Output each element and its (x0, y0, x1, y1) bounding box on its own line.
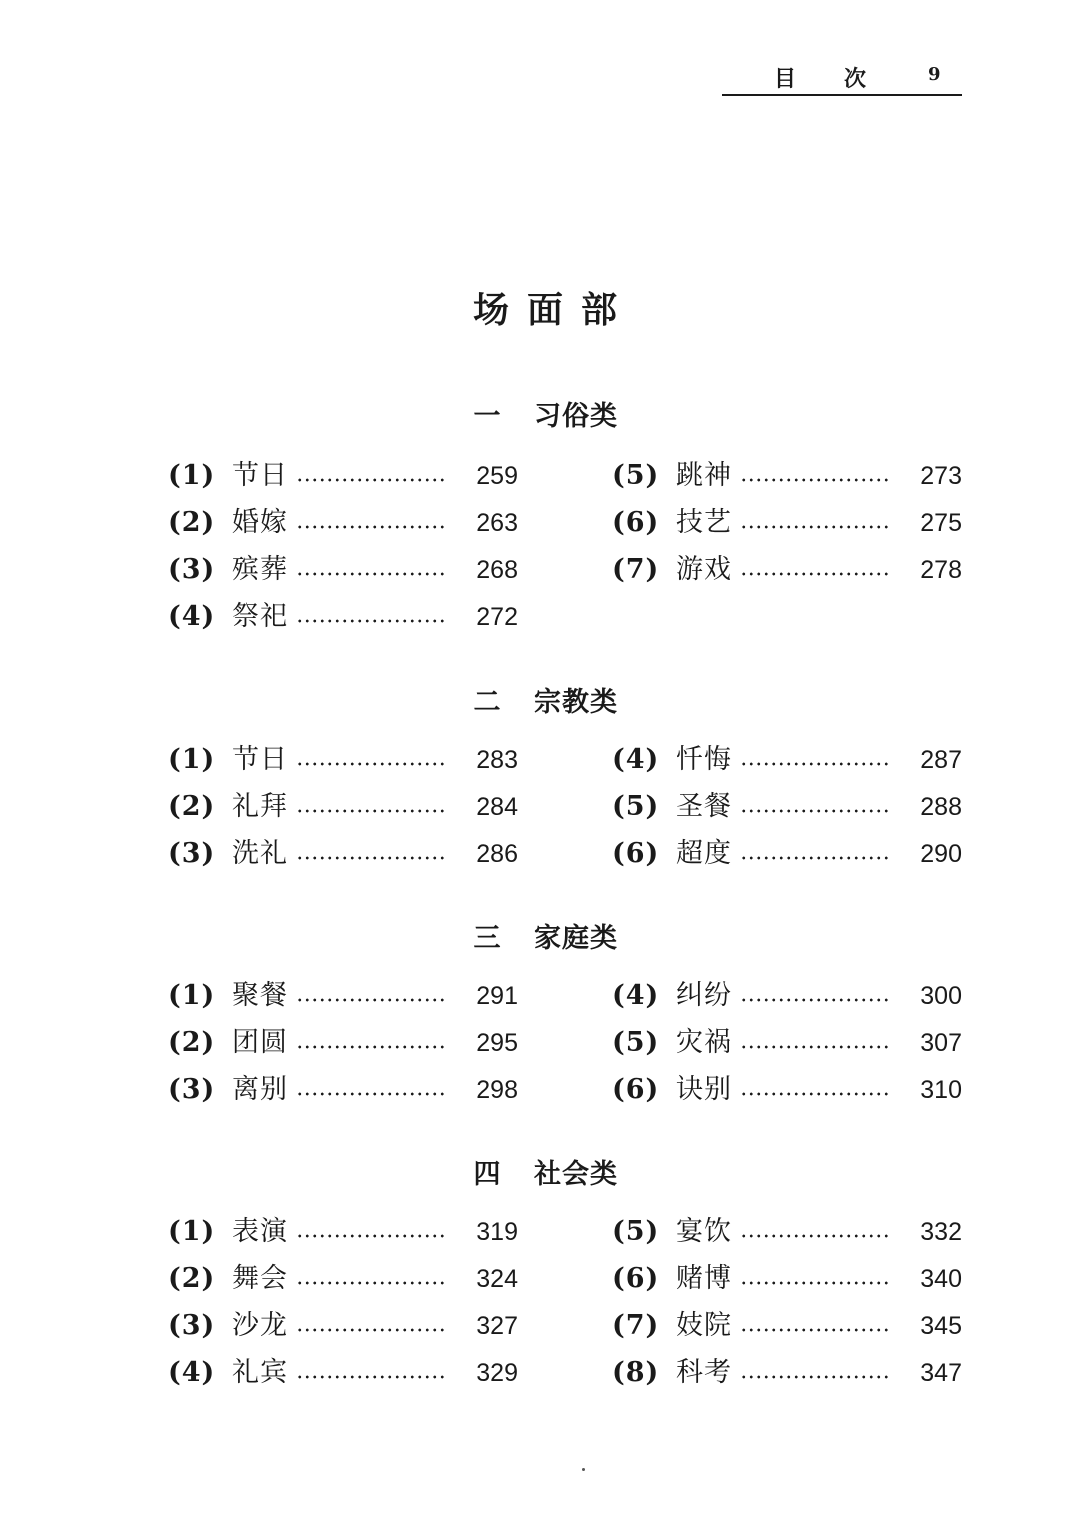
toc-entry (612, 740, 962, 780)
toc-entry (168, 1353, 518, 1393)
entry-number: (6) (612, 507, 660, 538)
entry-number: (1) (168, 980, 216, 1011)
dot-leader (740, 1375, 890, 1379)
entry-title: 超度 (676, 838, 732, 869)
entry-page: 259 (476, 462, 518, 490)
dot-leader (296, 998, 446, 1002)
section-name: 家庭类 (534, 923, 618, 954)
entry-title: 忏悔 (676, 744, 732, 775)
toc-entry (612, 976, 962, 1016)
entry-number: (3) (168, 838, 216, 869)
entry-page: 329 (476, 1359, 518, 1387)
dot-leader (740, 856, 890, 860)
section-name: 宗教类 (534, 687, 618, 718)
part-title: 场面部 (472, 289, 635, 331)
toc-entry (168, 1306, 518, 1346)
toc-entry (168, 1212, 518, 1252)
entry-page: 263 (476, 509, 518, 537)
entry-title: 技艺 (676, 507, 732, 538)
dot-leader (296, 1281, 446, 1285)
entry-title: 团圆 (232, 1027, 288, 1058)
entry-title: 舞会 (232, 1263, 288, 1294)
entry-number: (2) (168, 1263, 216, 1294)
dot-leader (740, 998, 890, 1002)
entry-number: (5) (612, 460, 660, 491)
entry-page: 307 (920, 1029, 962, 1057)
entry-page: 327 (476, 1312, 518, 1340)
entry-title: 聚餐 (232, 980, 288, 1011)
dot-leader (740, 1234, 890, 1238)
entry-page: 275 (920, 509, 962, 537)
entry-title: 殡葬 (232, 554, 288, 585)
entry-number: (1) (168, 744, 216, 775)
dot-leader (740, 572, 890, 576)
dot-leader (740, 1328, 890, 1332)
toc-entry (612, 1353, 962, 1393)
section-name: 社会类 (534, 1159, 618, 1190)
section-number: 四 (473, 1159, 501, 1190)
dot-leader (296, 762, 446, 766)
section-name: 习俗类 (534, 401, 618, 432)
entry-number: (3) (168, 1074, 216, 1105)
entry-page: 287 (920, 746, 962, 774)
dot-leader (296, 1092, 446, 1096)
running-head (722, 60, 962, 96)
toc-entry (612, 834, 962, 874)
dot-leader (740, 809, 890, 813)
scan-speck (582, 1468, 585, 1471)
toc-entry (168, 456, 518, 496)
entry-number: (7) (612, 1310, 660, 1341)
entry-page: 291 (476, 982, 518, 1010)
entry-page: 319 (476, 1218, 518, 1246)
dot-leader (296, 1375, 446, 1379)
toc-entry (168, 787, 518, 827)
toc-entry (168, 1023, 518, 1063)
entry-page: 268 (476, 556, 518, 584)
entry-number: (8) (612, 1357, 660, 1388)
dot-leader (740, 478, 890, 482)
running-head-word1: 目 (774, 66, 797, 92)
entry-number: (1) (168, 460, 216, 491)
dot-leader (296, 856, 446, 860)
entry-page: 288 (920, 793, 962, 821)
entry-title: 纠纷 (676, 980, 732, 1011)
entry-page: 310 (920, 1076, 962, 1104)
dot-leader (296, 809, 446, 813)
entry-page: 273 (920, 462, 962, 490)
toc-entry (612, 456, 962, 496)
entry-number: (4) (168, 1357, 216, 1388)
entry-number: (6) (612, 838, 660, 869)
section-number: 三 (473, 923, 501, 954)
toc-entry (612, 1212, 962, 1252)
entry-number: (2) (168, 1027, 216, 1058)
entry-page: 347 (920, 1359, 962, 1387)
entry-number: (3) (168, 554, 216, 585)
toc-entry (168, 740, 518, 780)
entry-title: 圣餐 (676, 791, 732, 822)
toc-entry (612, 550, 962, 590)
entry-page: 340 (920, 1265, 962, 1293)
entry-page: 324 (476, 1265, 518, 1293)
entry-title: 沙龙 (232, 1310, 288, 1341)
toc-entry (612, 1259, 962, 1299)
dot-leader (740, 1281, 890, 1285)
dot-leader (296, 572, 446, 576)
dot-leader (740, 1045, 890, 1049)
dot-leader (740, 525, 890, 529)
entry-page: 284 (476, 793, 518, 821)
entry-number: (4) (612, 744, 660, 775)
dot-leader (296, 1045, 446, 1049)
page-number: 9 (928, 64, 941, 85)
toc-entry (612, 1306, 962, 1346)
entry-number: (6) (612, 1263, 660, 1294)
dot-leader (296, 525, 446, 529)
entry-page: 278 (920, 556, 962, 584)
section-number: 一 (473, 401, 501, 432)
dot-leader (296, 1234, 446, 1238)
entry-page: 300 (920, 982, 962, 1010)
entry-title: 婚嫁 (232, 507, 288, 538)
dot-leader (740, 762, 890, 766)
entry-page: 286 (476, 840, 518, 868)
dot-leader (740, 1092, 890, 1096)
entry-page: 290 (920, 840, 962, 868)
toc-entry (612, 1070, 962, 1110)
section-number: 二 (473, 687, 501, 718)
toc-entry (168, 503, 518, 543)
entry-title: 跳神 (676, 460, 732, 491)
entry-title: 离别 (232, 1074, 288, 1105)
entry-title: 礼拜 (232, 791, 288, 822)
dot-leader (296, 478, 446, 482)
running-head-word2: 次 (844, 66, 867, 92)
entry-page: 283 (476, 746, 518, 774)
entry-title: 礼宾 (232, 1357, 288, 1388)
entry-title: 表演 (232, 1216, 288, 1247)
entry-page: 295 (476, 1029, 518, 1057)
entry-title: 游戏 (676, 554, 732, 585)
entry-number: (2) (168, 507, 216, 538)
entry-number: (7) (612, 554, 660, 585)
entry-number: (5) (612, 1027, 660, 1058)
toc-entry (168, 1259, 518, 1299)
entry-number: (6) (612, 1074, 660, 1105)
toc-entry (168, 1070, 518, 1110)
entry-number: (5) (612, 1216, 660, 1247)
entry-title: 科考 (676, 1357, 732, 1388)
toc-entry (168, 834, 518, 874)
toc-entry (612, 503, 962, 543)
entry-page: 345 (920, 1312, 962, 1340)
entry-title: 宴饮 (676, 1216, 732, 1247)
entry-title: 洗礼 (232, 838, 288, 869)
entry-number: (4) (168, 601, 216, 632)
dot-leader (296, 619, 446, 623)
entry-page: 298 (476, 1076, 518, 1104)
entry-page: 272 (476, 603, 518, 631)
entry-number: (5) (612, 791, 660, 822)
entry-title: 妓院 (676, 1310, 732, 1341)
toc-entry (168, 550, 518, 590)
entry-page: 332 (920, 1218, 962, 1246)
entry-title: 祭祀 (232, 601, 288, 632)
toc-entry (168, 976, 518, 1016)
entry-number: (3) (168, 1310, 216, 1341)
entry-title: 节日 (232, 744, 288, 775)
dot-leader (296, 1328, 446, 1332)
entry-number: (4) (612, 980, 660, 1011)
entry-title: 赌博 (676, 1263, 732, 1294)
entry-title: 灾祸 (676, 1027, 732, 1058)
entry-number: (1) (168, 1216, 216, 1247)
entry-title: 诀别 (676, 1074, 732, 1105)
entry-number: (2) (168, 791, 216, 822)
toc-entry (612, 1023, 962, 1063)
toc-entry (612, 787, 962, 827)
entry-title: 节日 (232, 460, 288, 491)
toc-entry (168, 597, 518, 637)
